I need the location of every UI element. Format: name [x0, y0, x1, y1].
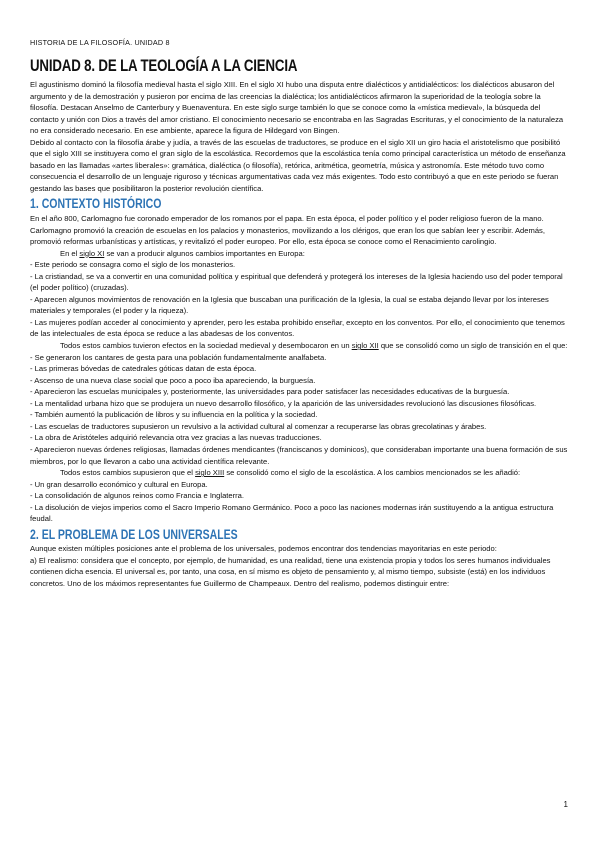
link-siglo-xii: siglo XII [351, 341, 379, 351]
text-span: se consolidó como el siglo de la escolástica. A los cambios mencionados se les añadió: [224, 468, 521, 478]
list-item: - Un gran desarrollo económico y cultural en Europa. [30, 479, 208, 489]
text-span: Todos estos cambios tuvieron efectos en la sociedad medieval y desembocaron en un [60, 341, 352, 351]
paragraph-siglo-xiii [30, 467, 570, 479]
paragraph-siglo-xii [30, 340, 570, 352]
text-span: que se consolidó como un siglo de transición en el que: [378, 341, 568, 351]
page-number: 1 [563, 800, 568, 809]
paragraph-universales-intro: Aunque existen múltiples posiciones ante el problema de los universales, podemos encontrar dos tendencias mayoritarias en este periodo: [30, 544, 497, 554]
list-item: - Se generaron los cantares de gesta para una población fundamentalmente analfabeta. [30, 352, 327, 362]
list-item: - La cristiandad, se va a convertir en una comunidad política y espiritual que defenderá y protegerá los intereses de la Iglesia haciendo uso del poder temporal (el poder político) (cruzadas). [30, 271, 563, 293]
section-heading-universales: 2. EL PROBLEMA DE LOS UNIVERSALES [30, 526, 238, 542]
list-item: - Las primeras bóvedas de catedrales góticas datan de esta época. [30, 364, 257, 374]
list-item: - La consolidación de algunos reinos como Francia e Inglaterra. [30, 491, 245, 501]
list-item: - Aparecen algunos movimientos de renovación en la Iglesia que buscaban una purificación de la Iglesia, la cual se estaba dejando llevar por los intereses materiales y temporales (el poder y la riqueza). [30, 294, 549, 316]
paragraph-siglo-xi [30, 248, 570, 260]
document-body [30, 79, 570, 590]
link-siglo-xiii: siglo XIII [195, 468, 225, 478]
intro-paragraph: El agustinismo dominó la filosofía medieval hasta el siglo XIII. En el siglo XI hubo una disputa entre dialécticos y antidialécticos: los dialécticos abusaron del argumento y de la demostración y pusieron por encima de las creencias la dialéctica; los antidialécticos afirmaron la superioridad de la teología sobre la filosofía. Destacan Anselmo de Canterbury y Buenaventura. En este siglo surge también lo que se conoce como la «mística medieval», la búsqueda del contacto y unión con Dios a través del amor cristiano. El conocimiento necesario se encontraba en las Sagradas Escrituras, y el conocimiento de la naturaleza no era considerado necesario. En ese ambiente, aparece la figura de Hildegard von Bingen. [30, 80, 564, 136]
list-item: - La disolución de viejos imperios como el Sacro Imperio Romano Germánico. Poco a poco las naciones modernas irán sustituyendo a la antigua estructura feudal. [30, 502, 554, 524]
list-item: - También aumentó la publicación de libros y su influencia en la política y la sociedad. [30, 410, 318, 420]
list-item: - Las escuelas de traductores supusieron un revulsivo a la actividad cultural al comenzar a recuperarse las obras grecolatinas y árabes. [30, 421, 487, 431]
page-title: UNIDAD 8. DE LA TEOLOGÍA A LA CIENCIA [30, 56, 298, 75]
section-heading-contexto: 1. CONTEXTO HISTÓRICO [30, 196, 162, 212]
list-item: - Este periodo se consagra como el siglo de los monasterios. [30, 260, 236, 270]
list-item: - Ascenso de una nueva clase social que poco a poco iba apareciendo, la burguesía. [30, 375, 316, 385]
intro-paragraph: Debido al contacto con la filosofía árabe y judía, a través de las escuelas de traductores, se produce en el siglo XII un giro hacia el aristotelismo que posibilitó que el siglo XIII se instituyera como el gran siglo de la escolástica. Recordemos que la escolástica tenía como principal característica un método de enseñanza basado en las llamadas «artes liberales»: gramática, dialéctica (o filosofía), retórica, aritmética, geometría, música y astronomía. Este método tuvo como consecuencia el desarrollo de un lenguaje riguroso y técnicas argumentativas cada vez más exigentes. Todo esto contribuyó a que en este periodo se fueran gestando las bases que posibilitaron la posterior revolución científica. [30, 137, 566, 193]
list-item: - Aparecieron nuevas órdenes religiosas, llamadas órdenes mendicantes (franciscanos y dominicos), que consideraban importante una buena formación de sus miembros, por lo que llevaron a cabo una actividad científica relevante. [30, 444, 568, 466]
list-item: - La mentalidad urbana hizo que se produjera un nuevo desarrollo filosófico, y la aparición de las universidades revolucionó las discusiones filosóficas. [30, 398, 537, 408]
list-item: - Las mujeres podían acceder al conocimiento y aprender, pero les estaba prohibido enseñar, excepto en los conventos. Por ello, el conocimiento que tenemos de las intelectuales de esta época se reduce a las abadesas de los conventos. [30, 317, 565, 339]
text-span: se van a producir algunos cambios importantes en Europa: [104, 248, 305, 258]
paragraph-realismo: a) El realismo: considera que el concepto, por ejemplo, de humanidad, es una realidad, tiene una existencia propia y todos los seres humanos individuales contienen dicha esencia. El universal es, por tanto, una cosa, en sí mismo es objeto de pensamiento y, al mismo tiempo, subsiste (está) en los individuos concretos. Uno de los máximos representantes fue Guillermo de Champeaux. Dentro del realismo, podemos distinguir entre: [30, 555, 551, 588]
running-header: HISTORIA DE LA FILOSOFÍA. UNIDAD 8 [30, 38, 170, 47]
text-span: Todos estos cambios supusieron que el [60, 468, 196, 478]
link-siglo-xi: siglo XI [79, 248, 105, 258]
paragraph-carlomagno: En el año 800, Carlomagno fue coronado emperador de los romanos por el papa. En esta época, el poder político y el poder religioso fueron de la mano. Carlomagno promovió la creación de escuelas en los palacios y monasterios, movilizando a los clérigos, que eran los que sabían leer y escribir. Además, promovió reformas urbanísticas y artísticas, y revitalizó el poder europeo. Por ello, esta época se conoce como el Renacimiento carolingio. [30, 214, 545, 247]
list-item: - La obra de Aristóteles adquirió relevancia otra vez gracias a las nuevas traducciones. [30, 433, 322, 443]
list-item: - Aparecieron las escuelas municipales y, posteriormente, las universidades para poder satisfacer las necesidades educativas de la burguesía. [30, 387, 510, 397]
text-span: En el [60, 248, 80, 258]
